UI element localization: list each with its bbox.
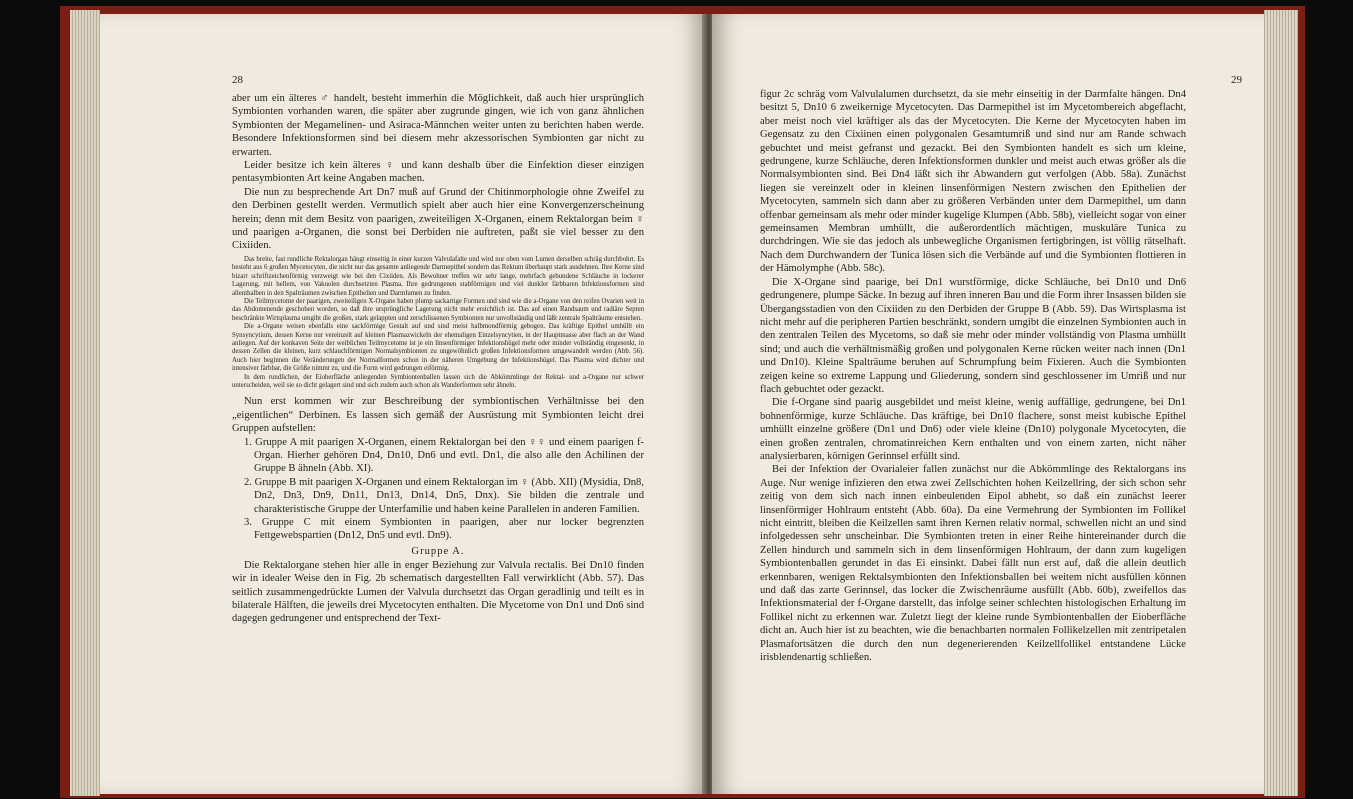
small-paragraph: In dem rundlichen, der Eioberfläche anliegenden Symbiontenballen lassen sich die Abkömmlinge der Rektal- und a-Organe nur schwer unterscheiden, weil sie so dicht gelagert sind und sich zudem auch schon als Wanderformen sehr ähneln. [232,373,644,389]
page-edges-right [1264,10,1298,796]
paragraph: Die f-Organe sind paarig ausgebildet und meist kleine, wenig auffällige, gedrungene, bei Dn1 bohnenförmige, kurze Schläuche. Das kräftige, bei Dn10 flachere, sonst meist kubische Epithel umhüllt einzelne größere (Dn1 und Dn6) oder viele kleine (Dn10) polygonale Mycetocyten, die einen großen zentralen, chromatinreichen Kern enthalten und von einem zarten, nicht näher analysierbaren, körnigen Gerinnsel erfüllt sind. [760,397,1186,462]
paragraph: Die nun zu besprechende Art Dn7 muß auf Grund der Chitinmorphologie ohne Zweifel zu den Derbinen gestellt werden. Vermutlich spielt aber auch hier eine Konvergenzerscheinung herein; denn mit dem Besitz von paarigen, zweiteiligen X-Organen, einem Rektalorgan beim ♀ und paarigen a-Organen, die sonst bei Derbiden nie auftreten, paßt sie viel besser zu den Cixiiden. [232,186,644,252]
small-paragraph: Die Teilmycetome der paarigen, zweiteiligen X-Organe haben plump sackartige Formen und sind wie die a-Organe von den reifen Ovarien weit in das Abdomenende geschoben worden, so daß ihre ursprüngliche Lagerung nicht mehr ersichtlich ist. Das auf einen Randsaum und radiäre Septen beschränkte Wirtsplasma umgibt die großen, stark gelappten und zerschlissenen Symbionten nur unvollständig und läßt zentrale Spalträume entstehen. [232,297,644,322]
paragraph: Leider besitze ich kein älteres ♀ und kann deshalb über die Einfektion dieser einzigen pentasymbionten Art keine Angaben machen. [232,160,644,185]
section-heading: Gruppe A. [411,545,465,557]
paragraph: Die X-Organe sind paarige, bei Dn1 wurstförmige, dicke Schläuche, bei Dn10 und Dn6 gedrungenere, plumpe Säcke. In bezug auf ihren inneren Bau und die Form ihrer Insassen bilden sie Übergangsstadien von den Cixiiden zu den Derbiden der Gruppe B (Abb. 59). Das Wirtsplasma ist nicht mehr auf die peripheren Partien beschränkt, sondern umgibt die einzelnen Symbionten auch in den zentralen Teilen des Mycetoms, so daß sie mehr oder minder vollständig von Plasma umhüllt sind; und auch die verhältnismäßig großen und polygonalen Kerne rücken weiter nach innen (Dn1 und Dn10). Kleine Spalträume beruhen auf Schrumpfung beim Fixieren. Auch die Symbionten zeigen keine so extreme Lappung und Gliederung, sondern sind geschlossener im Umriß und nur flach gebuchtet oder gezackt. [760,276,1186,395]
paragraph: Bei der Infektion der Ovarialeier fallen zunächst nur die Abkömmlinge des Rektalorgans ins Auge. Nur wenige infizieren den etwa zwei Zellschichten hohen Keilzellring, der sich schon sehr zeitig von dem sich nach innen einbeulenden Eipol abhebt, so daß ein zunächst leerer linsenförmiger Hohlraum entsteht (Abb. 60a). Da eine Vermehrung der Symbionten im Follikel nicht eintritt, bleiben die Keilzellen samt ihren Kernen relativ normal, schwellen nicht an und sind infolgedessen sehr unscheinbar. Die Symbionten treten in einer Reihe hintereinander durch die Zellen hindurch und sammeln sich in dem linsenförmigen Hohlraum, der dann zum kugeligen Symbiontenballen gerundet in das Ei einsinkt. Dabei fällt nun erst auf, daß die allein deutlich erkennbaren, wenigen Rektalsymbionten den Infektionsballen bei weitem nicht ausfüllen können und daß das zarte Gerinnsel, das locker die Zwischenräume ausfüllt (Abb. 60b), zweifellos das Infektionsmaterial der f-Organe darstellt, das infolge seiner schlechten histologischen Erhaltung im Follikel nicht zu erkennen war. Zuletzt liegt der kleine runde Symbiontenballen der Eioberfläche dicht an. Auch hier ist zu beachten, wie die benachbarten normalen Follikelzellen mit zentripetalen Plasmafortsätzen die durch den nun degenerierenden Keilzellfollikel entstandene Lücke irisblendenartig schließen. [760,464,1186,664]
small-paragraph: Das breite, fast rundliche Rektalorgan hängt einseitig in einer kurzen Valvulafalte und wird nur oben vom Lumen derselben schräg durchbohrt. Es besteht aus 6 großen Mycetocyten, die nicht nur das gesamte anliegende Darmepithel sondern das Rektum überhaupt stark ausdehnen. Ihre Kerne sind bizarr schriftzeichenförmig verzweigt wie bei den Cixiiden. Als Bewohner treffen wir sehr lange, mehrfach gebundene Schläuche in lockerer Lagerung, mit hellem, von Vakuolen durchsetzten Plasma. Ihre gedrungenen stabförmigen und viel dunkler färbbaren Infektionsformen sind allenthalben in den Spalträumen zwischen Epithelien und Darmlumen zu finden. [232,255,644,297]
paragraph: figur 2c schräg vom Valvulalumen durchsetzt, da sie mehr einseitig in der Darmfalte hängen. Dn4 besitzt 5, Dn10 6 zweikernige Mycetocyten. Das Darmepithel ist im Mycetombereich abgeflacht, aber meist noch viel kräftiger als das der Mycetocyten. Die Kerne der Mycetocyten haben im Gegensatz zu den Cixiinen einen polygonalen Gesamtumriß und sind nur am Rande schwach gebuchtet und meist gefranst und gezackt. Bei den Symbionten handelt es sich um kleine, gedrungene, kurze Schläuche, deren Infektionsformen dunkler und meist auch etwas größer als die Normalsymbionten sind. Bei Dn4 läßt sich ihr Abwandern gut verfolgen (Abb. 58a). Zunächst liegen sie vereinzelt oder in kleinen linsenförmigen Nestern zwischen den Epithelien der Mycetocyten, sammeln sich dann aber zu größeren Verbänden unter dem Darmepithel, um dann offenbar gemeinsam als mehr oder minder kugelige Klumpen (Abb. 58b), vielleicht sogar von einer gemeinsamen Membran umhüllt, die außerordentlich mächtigen, muskuläre Tunica zu durchdringen. Wie sie das jedoch als unbewegliche Organismen fertigbringen, ist völlig rätselhaft. Nach dem Durchwandern der Tunica lösen sich die Verbände auf und die Symbionten flottieren in der Hämolymphe (Abb. 58c). [760,89,1186,275]
list-item: 1. Gruppe A mit paarigen X-Organen, einem Rektalorgan bei den ♀♀ und einem paarigen f-Organ. Hierher gehören Dn4, Dn10, Dn6 und evtl. Dn1, die also alle den Achilinen der Gruppe B ähneln (Abb. XI). [244,436,644,475]
list-item: 3. Gruppe C mit einem Symbionten in paarigen, aber nur locker begrenzten Fettgewebspartien (Dn12, Dn5 und evtl. Dn9). [244,517,644,542]
page-number-left: 28 [232,74,243,86]
page-number-right: 29 [1231,74,1242,86]
small-paragraph: Die a-Organe weisen ebenfalls eine sackförmige Gestalt auf und sind meist halbmondförmig gebogen. Das kräftige Epithel umhüllt ein Synsyncytium, dessen Kerne nur vereinzelt auf kleinen Plasmazwickeln der ehemaligen Einzelsyncytien, in der Hauptmasse aber flach an der Wand anliegen. Auf der konkaven Seite der weiblichen Teilmycetome ist je ein linsenförmiger Infektionshügel mehr oder minder vollständig eingesenkt, in dessen Zellen die kleinen, kurz schlauchförmigen Normalsymbionten zu ungewöhnlich großen Infektionsformen umgewandelt werden (Abb. 56). Auch hier beginnen die Veränderungen der Normalformen schon in der näheren Umgebung der Infektionshügel. Das Plasma wird dichter und intensiver färbbar, die Größe nimmt zu, und die Form wird gedrungen eiförmig. [232,323,644,373]
right-page [712,14,1264,794]
paragraph: Nun erst kommen wir zur Beschreibung der symbiontischen Verhältnisse bei den „eigentlichen“ Derbinen. Es lassen sich gemäß der Ausrüstung mit Symbionten leicht drei Gruppen aufstellen: [232,396,644,435]
list-item: 2. Gruppe B mit paarigen X-Organen und einem Rektalorgan im ♀ (Abb. XII) (Mysidia, Dn8, Dn2, Dn3, Dn9, Dn11, Dn13, Dn14, Dn5, Dnx). Sie bilden die zentrale und charakteristische Gruppe der Unterfamilie und haben keine Parallelen in anderen Familien. [244,476,644,515]
page-edges-left [70,10,100,796]
left-text-column [232,92,644,626]
left-page [100,14,705,794]
paragraph: Die Rektalorgane stehen hier alle in enger Beziehung zur Valvula rectalis. Bei Dn10 finden wir in idealer Weise den in Fig. 2b schematisch dargestellten Fall verwirklicht (Abb. 57). Das seitlich zusammengedrückte Lumen der Valvula durchsetzt das Organ geradlinig und teilt es in bilaterale Hälften, die jeweils drei Mycetocyten enthalten. Die Mycetome von Dn1 und Dn6 sind dagegen gedrungener und entsprechend der Text- [232,559,644,625]
paragraph: aber um ein älteres ♂ handelt, besteht immerhin die Möglichkeit, daß auch hier ursprünglich Symbionten vorhanden waren, die später aber zugrunde gingen, wie ich von ganz ähnlichen Symbionten der Megamelinen- und Asiraca-Männchen weiter unten zu berichten haben werde. Besondere Infektionsformen sind bei diesem mehr akzessorischen Symbionten gar nicht zu erwarten. [232,93,644,158]
right-text-column [760,88,1186,664]
